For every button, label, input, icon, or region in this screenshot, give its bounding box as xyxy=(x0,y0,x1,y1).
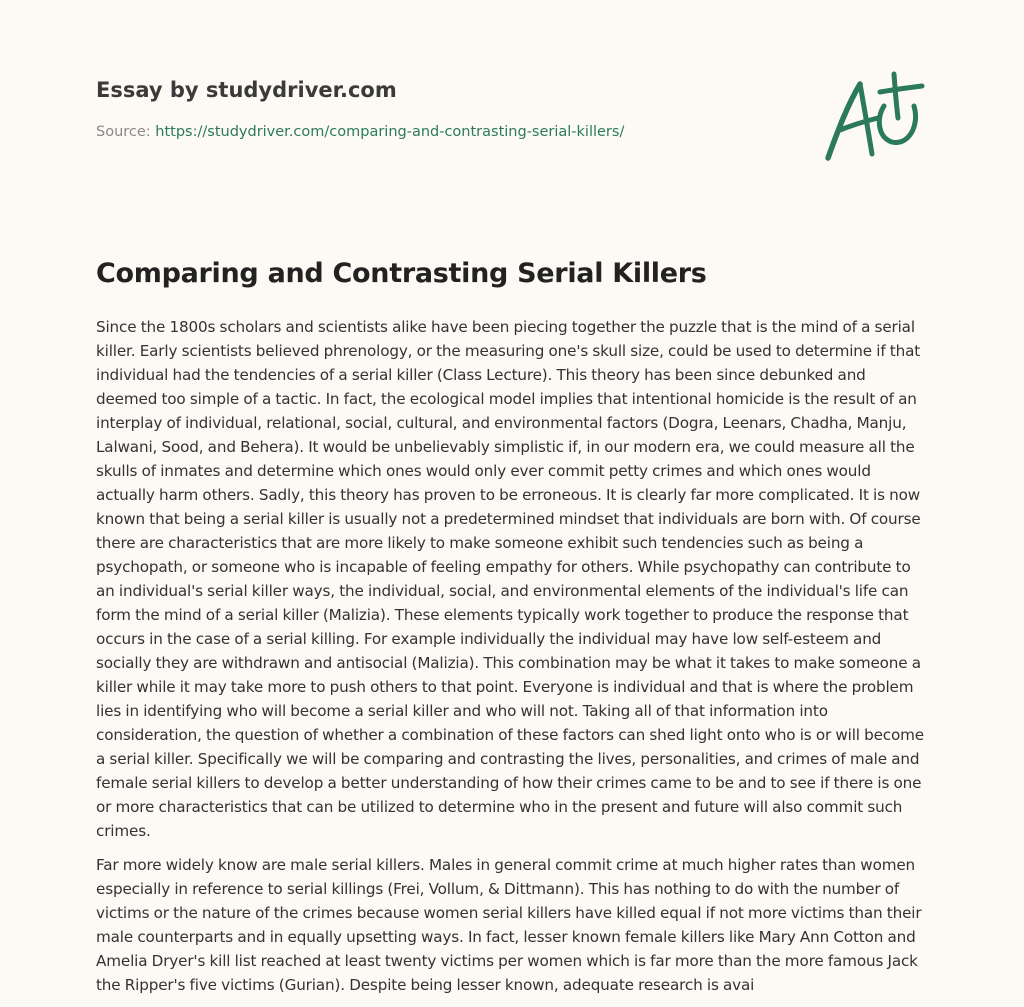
essay-paragraph: Far more widely know are male serial killers. Males in general commit crime at much higher rates than women especially in reference to serial killings (Frei, Vollum, & Dittmann). This has nothing to do with the number of victims or the nature of the crimes because women serial killers have killed equal if not more victims than their male counterparts and in equally upsetting ways. In fact, lesser known female killers like Mary Ann Cotton and Amelia Dryer's kill list reached at least twenty victims per women which is far more than the more famous Jack the Ripper's five victims (Gurian). Despite being lesser known, adequate research is avai xyxy=(96,856,922,994)
a-plus-logo-icon xyxy=(818,66,928,166)
source-link[interactable]: https://studydriver.com/comparing-and-contrasting-serial-killers/ xyxy=(155,124,625,140)
essay-header xyxy=(96,74,796,142)
essay-title: Comparing and Contrasting Serial Killers xyxy=(96,258,707,289)
source-line xyxy=(96,122,796,142)
essay-paragraph: Since the 1800s scholars and scientists alike have been piecing together the puzzle that is the mind of a serial killer. Early scientists believed phrenology, or the measuring one's skull size, could be used to determine if that individual had the tendencies of a serial killer (Class Lecture). This theory has been since debunked and deemed too simple of a tactic. In fact, the ecological model implies that intentional homicide is the result of an interplay of individual, relational, social, cultural, and environmental factors (Dogra, Leenars, Chadha, Manju, Lalwani, Sood, and Behera). It would be unbelievably simplistic if, in our modern era, we could measure all the skulls of inmates and determine which ones would only ever commit petty crimes and which ones would actually harm others. Sadly, this theory has proven to be erroneous. It is clearly far more complicated. It is now known that being a serial killer is usually not a predetermined mindset that individuals are born with. Of course there are characteristics that are more likely to make someone exhibit such tendencies such as being a psychopath, or someone who is incapable of feeling empathy for others. While psychopathy can contribute to an individual's serial killer ways, the individual, social, and environmental elements of the individual's life can form the mind of a serial killer (Malizia). These elements typically work together to produce the response that occurs in the case of a serial killing. For example individually the individual may have low self-esteem and socially they are withdrawn and antisocial (Malizia). This combination may be what it takes to make someone a killer while it may take more to push others to that point. Everyone is individual and that is where the problem lies in identifying who will become a serial killer and who will not. Taking all of that information into consideration, the question of whether a combination of these factors can shed light onto who is or will become a serial killer. Specifically we will be comparing and contrasting the lives, personalities, and crimes of male and female serial killers to develop a better understanding of how their crimes came to be and to see if there is one or more characteristics that can be utilized to determine who in the present and future will also commit such crimes. xyxy=(96,318,924,840)
essay-body xyxy=(96,315,929,1007)
source-label: Source: xyxy=(96,124,151,140)
site-title: Essay by studydriver.com xyxy=(96,78,397,102)
